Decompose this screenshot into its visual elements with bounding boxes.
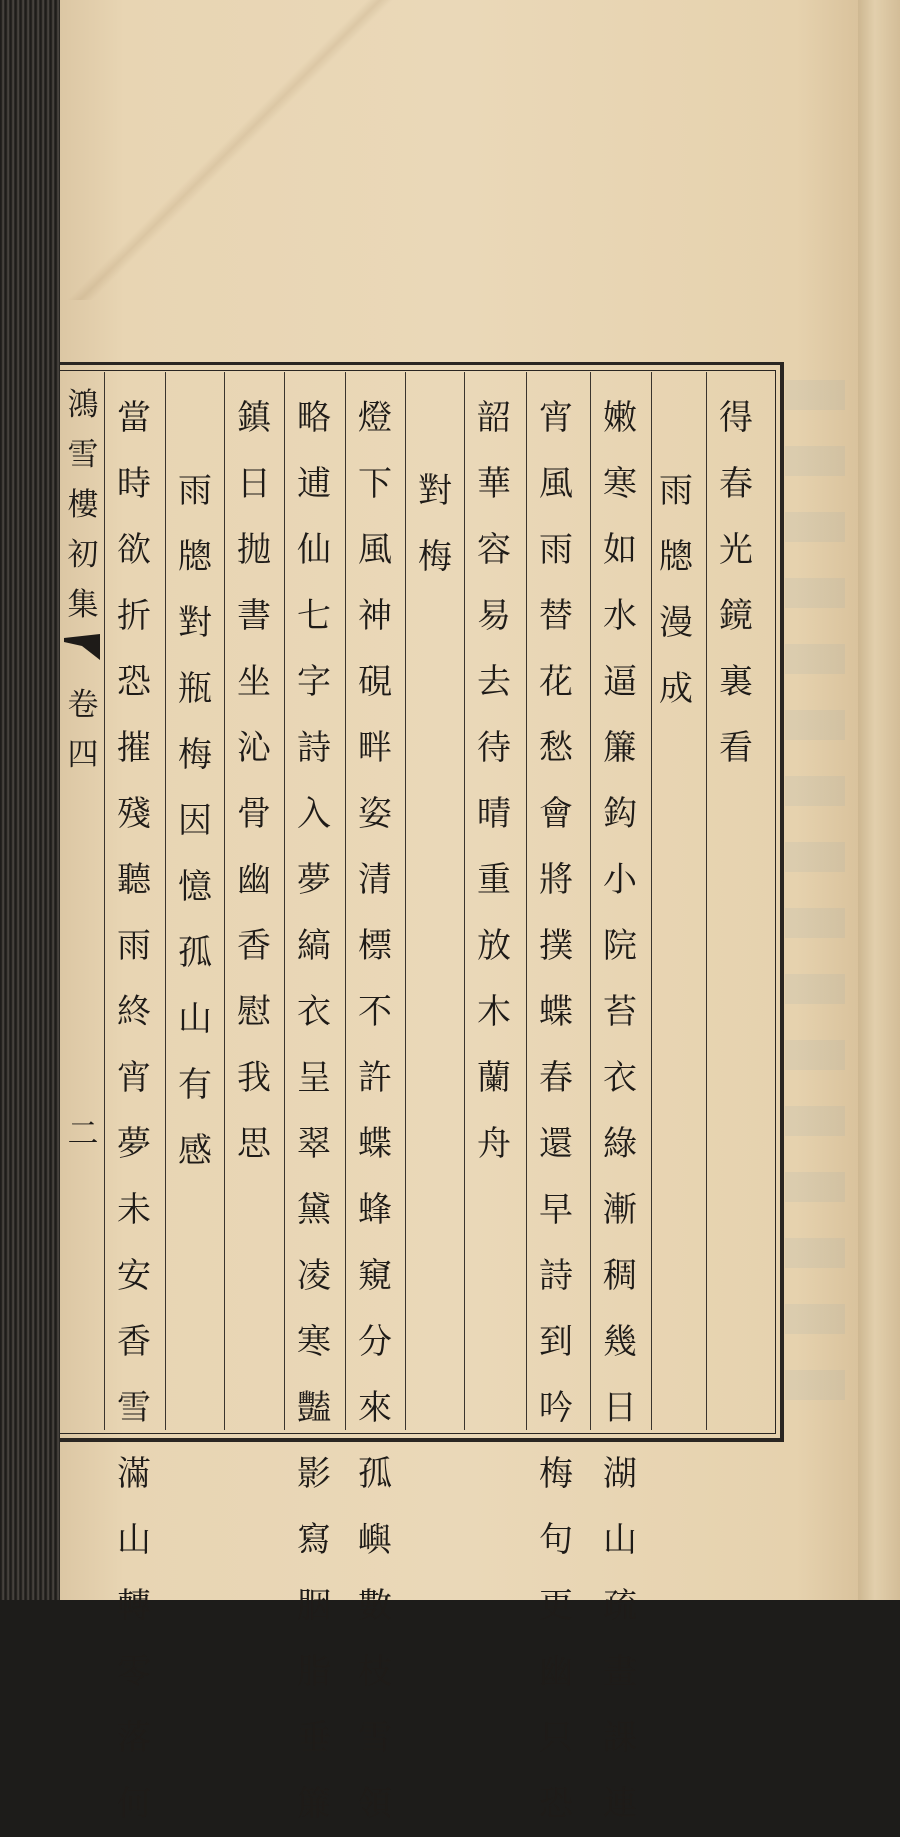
fishtail-mark bbox=[62, 630, 102, 670]
text-char: 苔 bbox=[603, 992, 637, 1032]
text-char: 數 bbox=[358, 1586, 392, 1626]
text-char: 鎮 bbox=[237, 398, 271, 438]
text-char: 疏 bbox=[603, 1586, 637, 1626]
text-char: 待 bbox=[477, 728, 511, 768]
text-char: 雪 bbox=[358, 1718, 392, 1758]
text-char: 黛 bbox=[297, 1190, 331, 1230]
text-char: 裏 bbox=[719, 662, 753, 702]
book-spine-edge bbox=[0, 0, 62, 1600]
text-char: 恐 bbox=[539, 1784, 573, 1824]
text-char: 脂 bbox=[297, 1652, 331, 1692]
text-char: 鈎 bbox=[603, 794, 637, 834]
text-char: 漸 bbox=[603, 1190, 637, 1230]
text-char: 湖 bbox=[603, 1454, 637, 1494]
text-char: 愁 bbox=[539, 728, 573, 768]
page-number bbox=[62, 1108, 104, 1153]
text-char: 寒 bbox=[297, 1322, 331, 1362]
volume-char: 四 bbox=[67, 737, 99, 773]
text-char: 欲 bbox=[117, 530, 151, 570]
text-char: 日 bbox=[237, 464, 271, 504]
text-char: 沁 bbox=[237, 728, 271, 768]
text-column bbox=[284, 385, 344, 1837]
text-char: 稠 bbox=[603, 1256, 637, 1296]
text-char: 清 bbox=[358, 860, 392, 900]
text-char: 風 bbox=[358, 530, 392, 570]
text-char: 豔 bbox=[297, 1388, 331, 1428]
text-char: 詩 bbox=[297, 728, 331, 768]
volume-char: 卷 bbox=[67, 687, 99, 723]
text-char: 雨 bbox=[178, 470, 212, 511]
text-char: 早 bbox=[539, 1190, 573, 1230]
text-char: 硯 bbox=[358, 662, 392, 702]
text-char: 易 bbox=[477, 596, 511, 636]
book-title-char: 雪 bbox=[67, 437, 99, 473]
book-title-char: 初 bbox=[67, 537, 99, 573]
text-char: 轉 bbox=[117, 1586, 151, 1626]
text-char: 垂 bbox=[297, 1718, 331, 1758]
text-char: 撲 bbox=[539, 926, 573, 966]
text-char: 縞 bbox=[297, 926, 331, 966]
text-char: 將 bbox=[539, 860, 573, 900]
text-char: 連 bbox=[603, 1784, 637, 1824]
text-char: 摧 bbox=[117, 728, 151, 768]
text-char: 去 bbox=[477, 662, 511, 702]
book-title bbox=[62, 380, 104, 630]
text-char: 簾 bbox=[603, 728, 637, 768]
text-char: 呈 bbox=[297, 1058, 331, 1098]
text-column bbox=[405, 458, 465, 590]
text-char: 窺 bbox=[358, 1256, 392, 1296]
text-char: 因 bbox=[178, 800, 212, 841]
text-char: 詩 bbox=[539, 1256, 573, 1296]
text-char: 略 bbox=[297, 398, 331, 438]
text-char: 殘 bbox=[117, 794, 151, 834]
text-char: 下 bbox=[358, 464, 392, 504]
text-char: 幽 bbox=[539, 1652, 573, 1692]
text-char: 逼 bbox=[603, 662, 637, 702]
text-char: 入 bbox=[297, 794, 331, 834]
text-char: 梅 bbox=[539, 1454, 573, 1494]
text-char: 嶼 bbox=[358, 1520, 392, 1560]
text-char: 花 bbox=[539, 662, 573, 702]
text-char: 雪 bbox=[117, 1388, 151, 1428]
text-char: 骨 bbox=[237, 794, 271, 834]
text-char: 光 bbox=[719, 530, 753, 570]
text-column bbox=[590, 385, 650, 1837]
text-char: 夢 bbox=[117, 1124, 151, 1164]
text-char: 恐 bbox=[117, 662, 151, 702]
text-char: 得 bbox=[719, 398, 753, 438]
page-number-text: 二 bbox=[67, 1116, 99, 1152]
text-char: 幽 bbox=[237, 860, 271, 900]
text-char: 逋 bbox=[297, 464, 331, 504]
text-char: 仙 bbox=[297, 530, 331, 570]
volume-label bbox=[62, 680, 104, 780]
text-char: 標 bbox=[358, 926, 392, 966]
text-char: 折 bbox=[117, 596, 151, 636]
text-char: 漫 bbox=[659, 602, 693, 643]
text-char: 來 bbox=[358, 1388, 392, 1428]
text-char: 放 bbox=[477, 926, 511, 966]
text-char: 只 bbox=[539, 1718, 573, 1758]
text-char: 神 bbox=[358, 596, 392, 636]
text-column bbox=[706, 385, 766, 781]
text-char: 衣 bbox=[297, 992, 331, 1032]
text-char: 衣 bbox=[603, 1058, 637, 1098]
text-char: 瓶 bbox=[178, 668, 212, 709]
text-char: 雨 bbox=[659, 470, 693, 511]
text-char: 院 bbox=[603, 926, 637, 966]
text-char: 華 bbox=[477, 464, 511, 504]
text-char: 課 bbox=[603, 1718, 637, 1758]
text-char: 聽 bbox=[117, 860, 151, 900]
text-char: 山 bbox=[603, 1520, 637, 1560]
text-char: 梅 bbox=[178, 734, 212, 775]
text-char: 春 bbox=[719, 464, 753, 504]
book-title-char: 鴻 bbox=[67, 387, 99, 423]
text-char: 山 bbox=[117, 1520, 151, 1560]
text-column bbox=[646, 458, 706, 722]
text-char: 重 bbox=[477, 860, 511, 900]
text-column bbox=[464, 385, 524, 1177]
text-char: 許 bbox=[358, 1058, 392, 1098]
text-char: 夢 bbox=[297, 860, 331, 900]
text-char: 滿 bbox=[117, 1454, 151, 1494]
text-char: 嫩 bbox=[603, 398, 637, 438]
text-char: 畔 bbox=[358, 728, 392, 768]
text-char: 未 bbox=[117, 1190, 151, 1230]
text-char: 吟 bbox=[539, 1388, 573, 1428]
text-char: 梅 bbox=[418, 536, 452, 577]
text-char: 宵 bbox=[539, 398, 573, 438]
text-char: 何 bbox=[117, 1784, 151, 1824]
text-char: 枝 bbox=[358, 1652, 392, 1692]
text-char: 宵 bbox=[117, 1058, 151, 1098]
text-char: 憶 bbox=[178, 866, 212, 907]
text-column bbox=[526, 385, 586, 1837]
text-char: 山 bbox=[178, 998, 212, 1039]
text-column bbox=[104, 385, 164, 1837]
text-char: 思 bbox=[237, 1124, 271, 1164]
text-char: 寫 bbox=[297, 1520, 331, 1560]
text-char: 零 bbox=[117, 1652, 151, 1692]
text-char: 感 bbox=[178, 1130, 212, 1171]
text-char: 孤 bbox=[358, 1454, 392, 1494]
text-char: 畫 bbox=[603, 1652, 637, 1692]
text-char: 香 bbox=[237, 926, 271, 966]
text-char: 木 bbox=[477, 992, 511, 1032]
text-char: 分 bbox=[358, 1322, 392, 1362]
text-column bbox=[224, 385, 284, 1177]
text-char: 幾 bbox=[603, 1322, 637, 1362]
text-char: 慰 bbox=[237, 992, 271, 1032]
text-char: 風 bbox=[539, 464, 573, 504]
text-char: 香 bbox=[117, 1322, 151, 1362]
text-char: 看 bbox=[719, 728, 753, 768]
text-char: 更 bbox=[539, 1586, 573, 1626]
text-char: 凌 bbox=[297, 1256, 331, 1296]
text-char: 字 bbox=[297, 662, 331, 702]
text-char: 孤 bbox=[178, 932, 212, 973]
text-char: 雨 bbox=[117, 926, 151, 966]
text-char: 小 bbox=[603, 860, 637, 900]
text-char: 蝶 bbox=[358, 1124, 392, 1164]
text-char: 替 bbox=[539, 596, 573, 636]
text-char: 牕 bbox=[659, 536, 693, 577]
text-char: 坐 bbox=[237, 662, 271, 702]
text-char: 不 bbox=[358, 992, 392, 1032]
text-char: 會 bbox=[539, 794, 573, 834]
page-fold-crease bbox=[60, 0, 400, 300]
text-char: 對 bbox=[178, 602, 212, 643]
text-char: 翠 bbox=[297, 1124, 331, 1164]
text-char: 舟 bbox=[477, 1124, 511, 1164]
page-edge-right bbox=[858, 0, 900, 1600]
text-char: 春 bbox=[539, 1058, 573, 1098]
text-char: 如 bbox=[603, 530, 637, 570]
text-char: 雨 bbox=[539, 530, 573, 570]
text-char: 燈 bbox=[358, 398, 392, 438]
text-char: 句 bbox=[539, 1520, 573, 1560]
text-char: 我 bbox=[237, 1058, 271, 1098]
text-char: 到 bbox=[539, 1322, 573, 1362]
text-char: 安 bbox=[117, 1256, 151, 1296]
text-char: 晴 bbox=[477, 794, 511, 834]
text-char: 胭 bbox=[297, 1586, 331, 1626]
text-char: 日 bbox=[603, 1388, 637, 1428]
text-char: 簾 bbox=[297, 1784, 331, 1824]
text-char: 容 bbox=[477, 530, 511, 570]
show-through-text bbox=[785, 380, 845, 1420]
text-char: 落 bbox=[117, 1718, 151, 1758]
book-title-char: 集 bbox=[67, 587, 99, 623]
text-char: 書 bbox=[237, 596, 271, 636]
text-char: 韶 bbox=[477, 398, 511, 438]
text-char: 還 bbox=[539, 1124, 573, 1164]
text-char: 牕 bbox=[178, 536, 212, 577]
text-char: 時 bbox=[117, 464, 151, 504]
text-char: 當 bbox=[117, 398, 151, 438]
text-char: 寒 bbox=[603, 464, 637, 504]
text-char: 蘭 bbox=[477, 1058, 511, 1098]
text-char: 鏡 bbox=[719, 596, 753, 636]
text-column bbox=[345, 385, 405, 1837]
text-char: 成 bbox=[659, 668, 693, 709]
text-char: 有 bbox=[178, 1064, 212, 1105]
text-char: 終 bbox=[117, 992, 151, 1032]
text-char: 七 bbox=[297, 596, 331, 636]
text-char: 影 bbox=[297, 1454, 331, 1494]
text-char: 領 bbox=[358, 1784, 392, 1824]
text-char: 對 bbox=[418, 470, 452, 511]
text-char: 水 bbox=[603, 596, 637, 636]
text-char: 蜂 bbox=[358, 1190, 392, 1230]
text-column bbox=[165, 458, 225, 1184]
text-char: 蝶 bbox=[539, 992, 573, 1032]
book-title-char: 樓 bbox=[67, 487, 99, 523]
text-char: 姿 bbox=[358, 794, 392, 834]
text-char: 抛 bbox=[237, 530, 271, 570]
text-char: 綠 bbox=[603, 1124, 637, 1164]
